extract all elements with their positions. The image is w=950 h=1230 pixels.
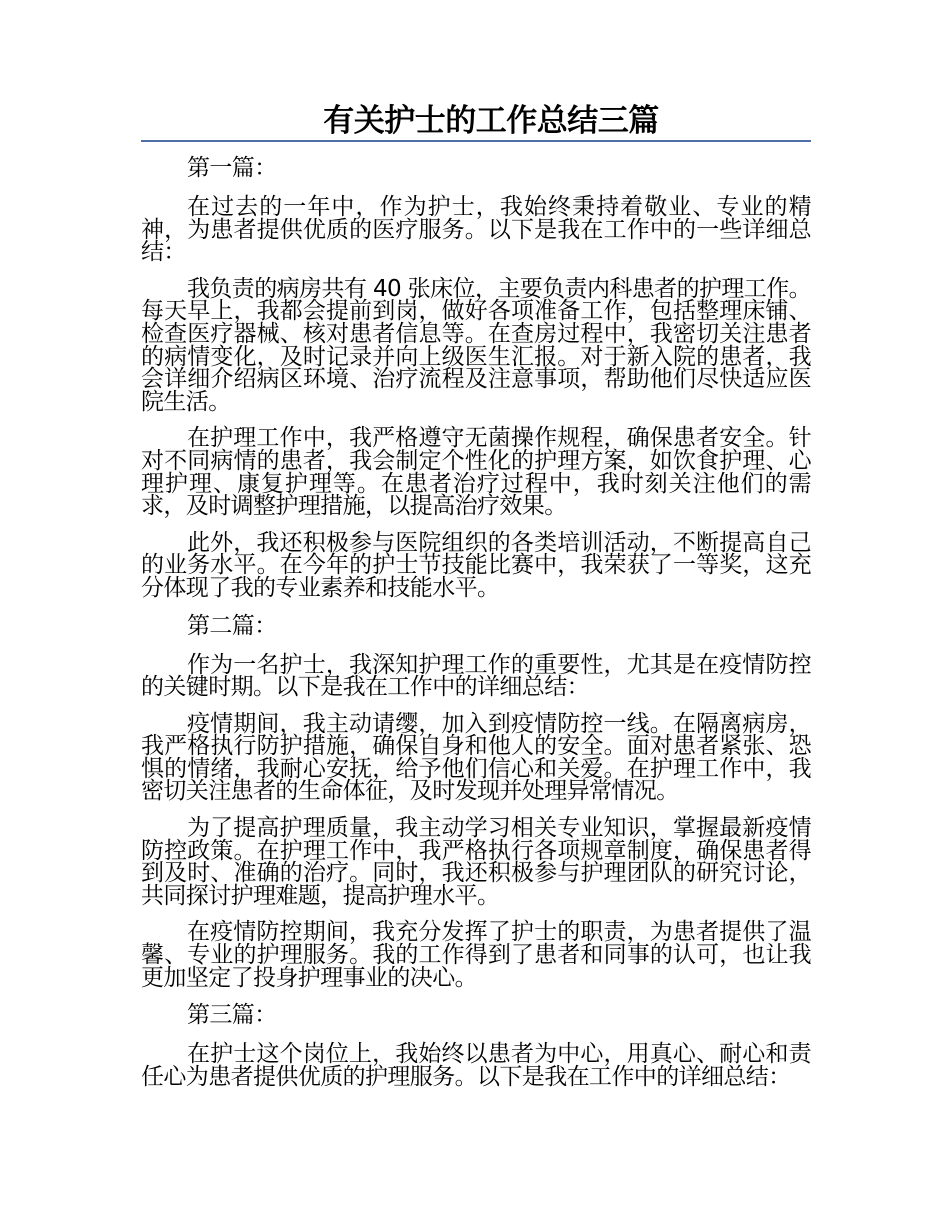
section-1 [141,156,811,600]
paragraph: 疫情期间，我主动请缨，加入到疫情防控一线。在隔离病房，我严格执行防护措施，确保自身和他人的安全。面对患者紧张、恐惧的情绪，我耐心安抚，给予他们信心和关爱。在护理工作中，我密切关注患者的生命体征，及时发现并处理异常情况。 [141,710,811,805]
section-2 [141,614,811,990]
paragraph: 在护理工作中，我严格遵守无菌操作规程，确保患者安全。针对不同病情的患者，我会制定个性化的护理方案，如饮食护理、心理护理、康复护理等。在患者治疗过程中，我时刻关注他们的需求，及时调整护理措施，以提高治疗效果。 [141,425,811,520]
paragraph: 在护士这个岗位上，我始终以患者为中心，用真心、耐心和责任心为患者提供优质的护理服务。以下是我在工作中的详细总结： [141,1041,811,1090]
section-3 [141,1003,811,1088]
paragraph: 为了提高护理质量，我主动学习相关专业知识，掌握最新疫情防控政策。在护理工作中，我严格执行各项规章制度，确保患者得到及时、准确的治疗。同时，我还积极参与护理团队的研究讨论，共同探讨护理难题，提高护理水平。 [141,815,811,909]
section-heading: 第三篇： [187,1002,277,1029]
paragraph: 在过去的一年中，作为护士，我始终秉持着敬业、专业的精神，为患者提供优质的医疗服务。以下是我在工作中的一些详细总结： [141,194,811,266]
paragraph: 作为一名护士，我深知护理工作的重要性，尤其是在疫情防控的关键时期。以下是我在工作中的详细总结： [141,651,811,701]
document-title: 有关护士的工作总结三篇 [323,103,659,139]
paragraph: 我负责的病房共有 40 张床位，主要负责内科患者的护理工作。每天早上，我都会提前到岗，做好各项准备工作，包括整理床铺、检查医疗器械、核对患者信息等。在查房过程中，我密切关注患者的病情变化，及时记录并向上级医生汇报。对于新入院的患者，我会详细介绍病区环境、治疗流程及注意事项，帮助他们尽快适应医院生活。 [141,275,811,415]
paragraph: 此外，我还积极参与医院组织的各类培训活动，不断提高自己的业务水平。在今年的护士节技能比赛中，我荣获了一等奖，这充分体现了我的专业素养和技能水平。 [141,529,811,601]
paragraph: 在疫情防控期间，我充分发挥了护士的职责，为患者提供了温馨、专业的护理服务。我的工作得到了患者和同事的认可，也让我更加坚定了投身护理事业的决心。 [141,919,811,991]
section-heading: 第二篇： [187,612,277,639]
document-page [141,100,811,1102]
section-heading: 第一篇： [187,155,277,181]
